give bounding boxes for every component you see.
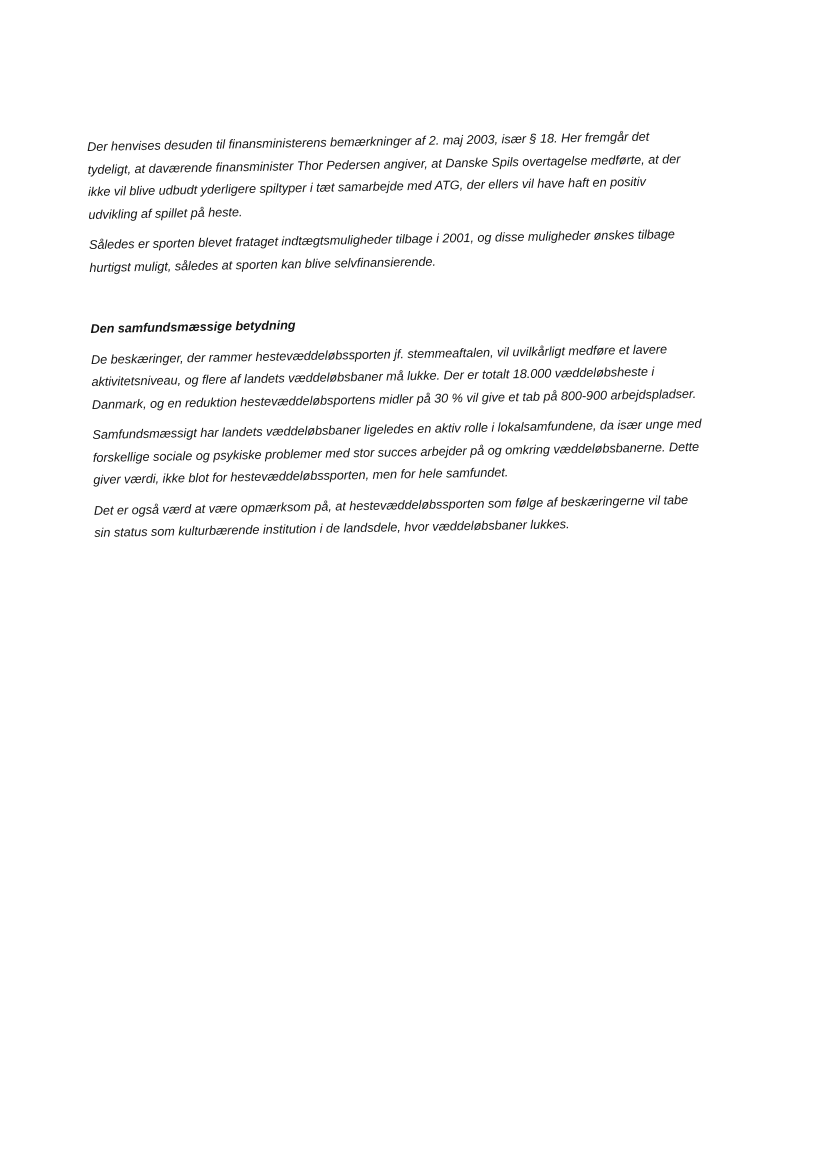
text-line: De beskæringer, der rammer hestevæddeløbssporten jf. stemmeaftalen, vil uvilkårligt medføre et lavere bbox=[90, 341, 668, 367]
text-line: tydeligt, at daværende finansminister Thor Pedersen angiver, at Danske Spils overtagelse medførte, at der bbox=[87, 151, 681, 177]
text-line: Samfundsmæssigt har landets væddeløbsbaner ligeledes en aktiv rolle i lokalsamfundene, da især unge med bbox=[92, 416, 702, 442]
text-line: forskellige sociale og psykiske problemer med stor succes arbejder på og omkring væddeløbsbanerne. Dette bbox=[92, 439, 700, 465]
text-line: Det er også værd at være opmærksom på, at hestevæddeløbssporten som følge af beskæringerne vil tabe bbox=[93, 492, 689, 518]
section-heading: Den samfundsmæssige betydning bbox=[90, 318, 296, 336]
document-body bbox=[87, 124, 744, 544]
text-line: ikke vil blive udbudt yderligere spiltyper i tæt samarbejde med ATG, der ellers vil have haft en positiv bbox=[87, 174, 646, 199]
text-line: hurtigst muligt, således at sporten kan blive selvfinansierende. bbox=[89, 254, 437, 275]
text-line: Der henvises desuden til finansministerens bemærkninger af 2. maj 2003, især § 18. Her fremgår det bbox=[87, 129, 650, 154]
text-line: aktivitetsniveau, og flere af landets væddeløbsbaner må lukke. Der er totalt 18.000 væddeløbsheste i bbox=[91, 364, 655, 389]
text-line: sin status som kulturbærende institution i de landsdele, hvor væddeløbsbaner lukkes. bbox=[94, 517, 570, 540]
text-line: Danmark, og en reduktion hestevæddeløbsportens midler på 30 % vil give et tab på 800-900 arbejdspladser. bbox=[91, 386, 697, 412]
paragraph-finance-minister-remarks bbox=[87, 124, 739, 226]
text-line: Således er sporten blevet frataget indtægtsmuligheder tilbage i 2001, og disse muligheder ønskes tilbage bbox=[88, 227, 675, 252]
paragraph-cuts-consequences bbox=[91, 337, 742, 416]
text-line: udvikling af spillet på heste. bbox=[88, 204, 243, 222]
paragraph-local-community-role bbox=[92, 412, 743, 491]
text-line: giver værdi, ikke blot for hestevæddeløbssporten, men for hele samfundet. bbox=[93, 465, 509, 487]
